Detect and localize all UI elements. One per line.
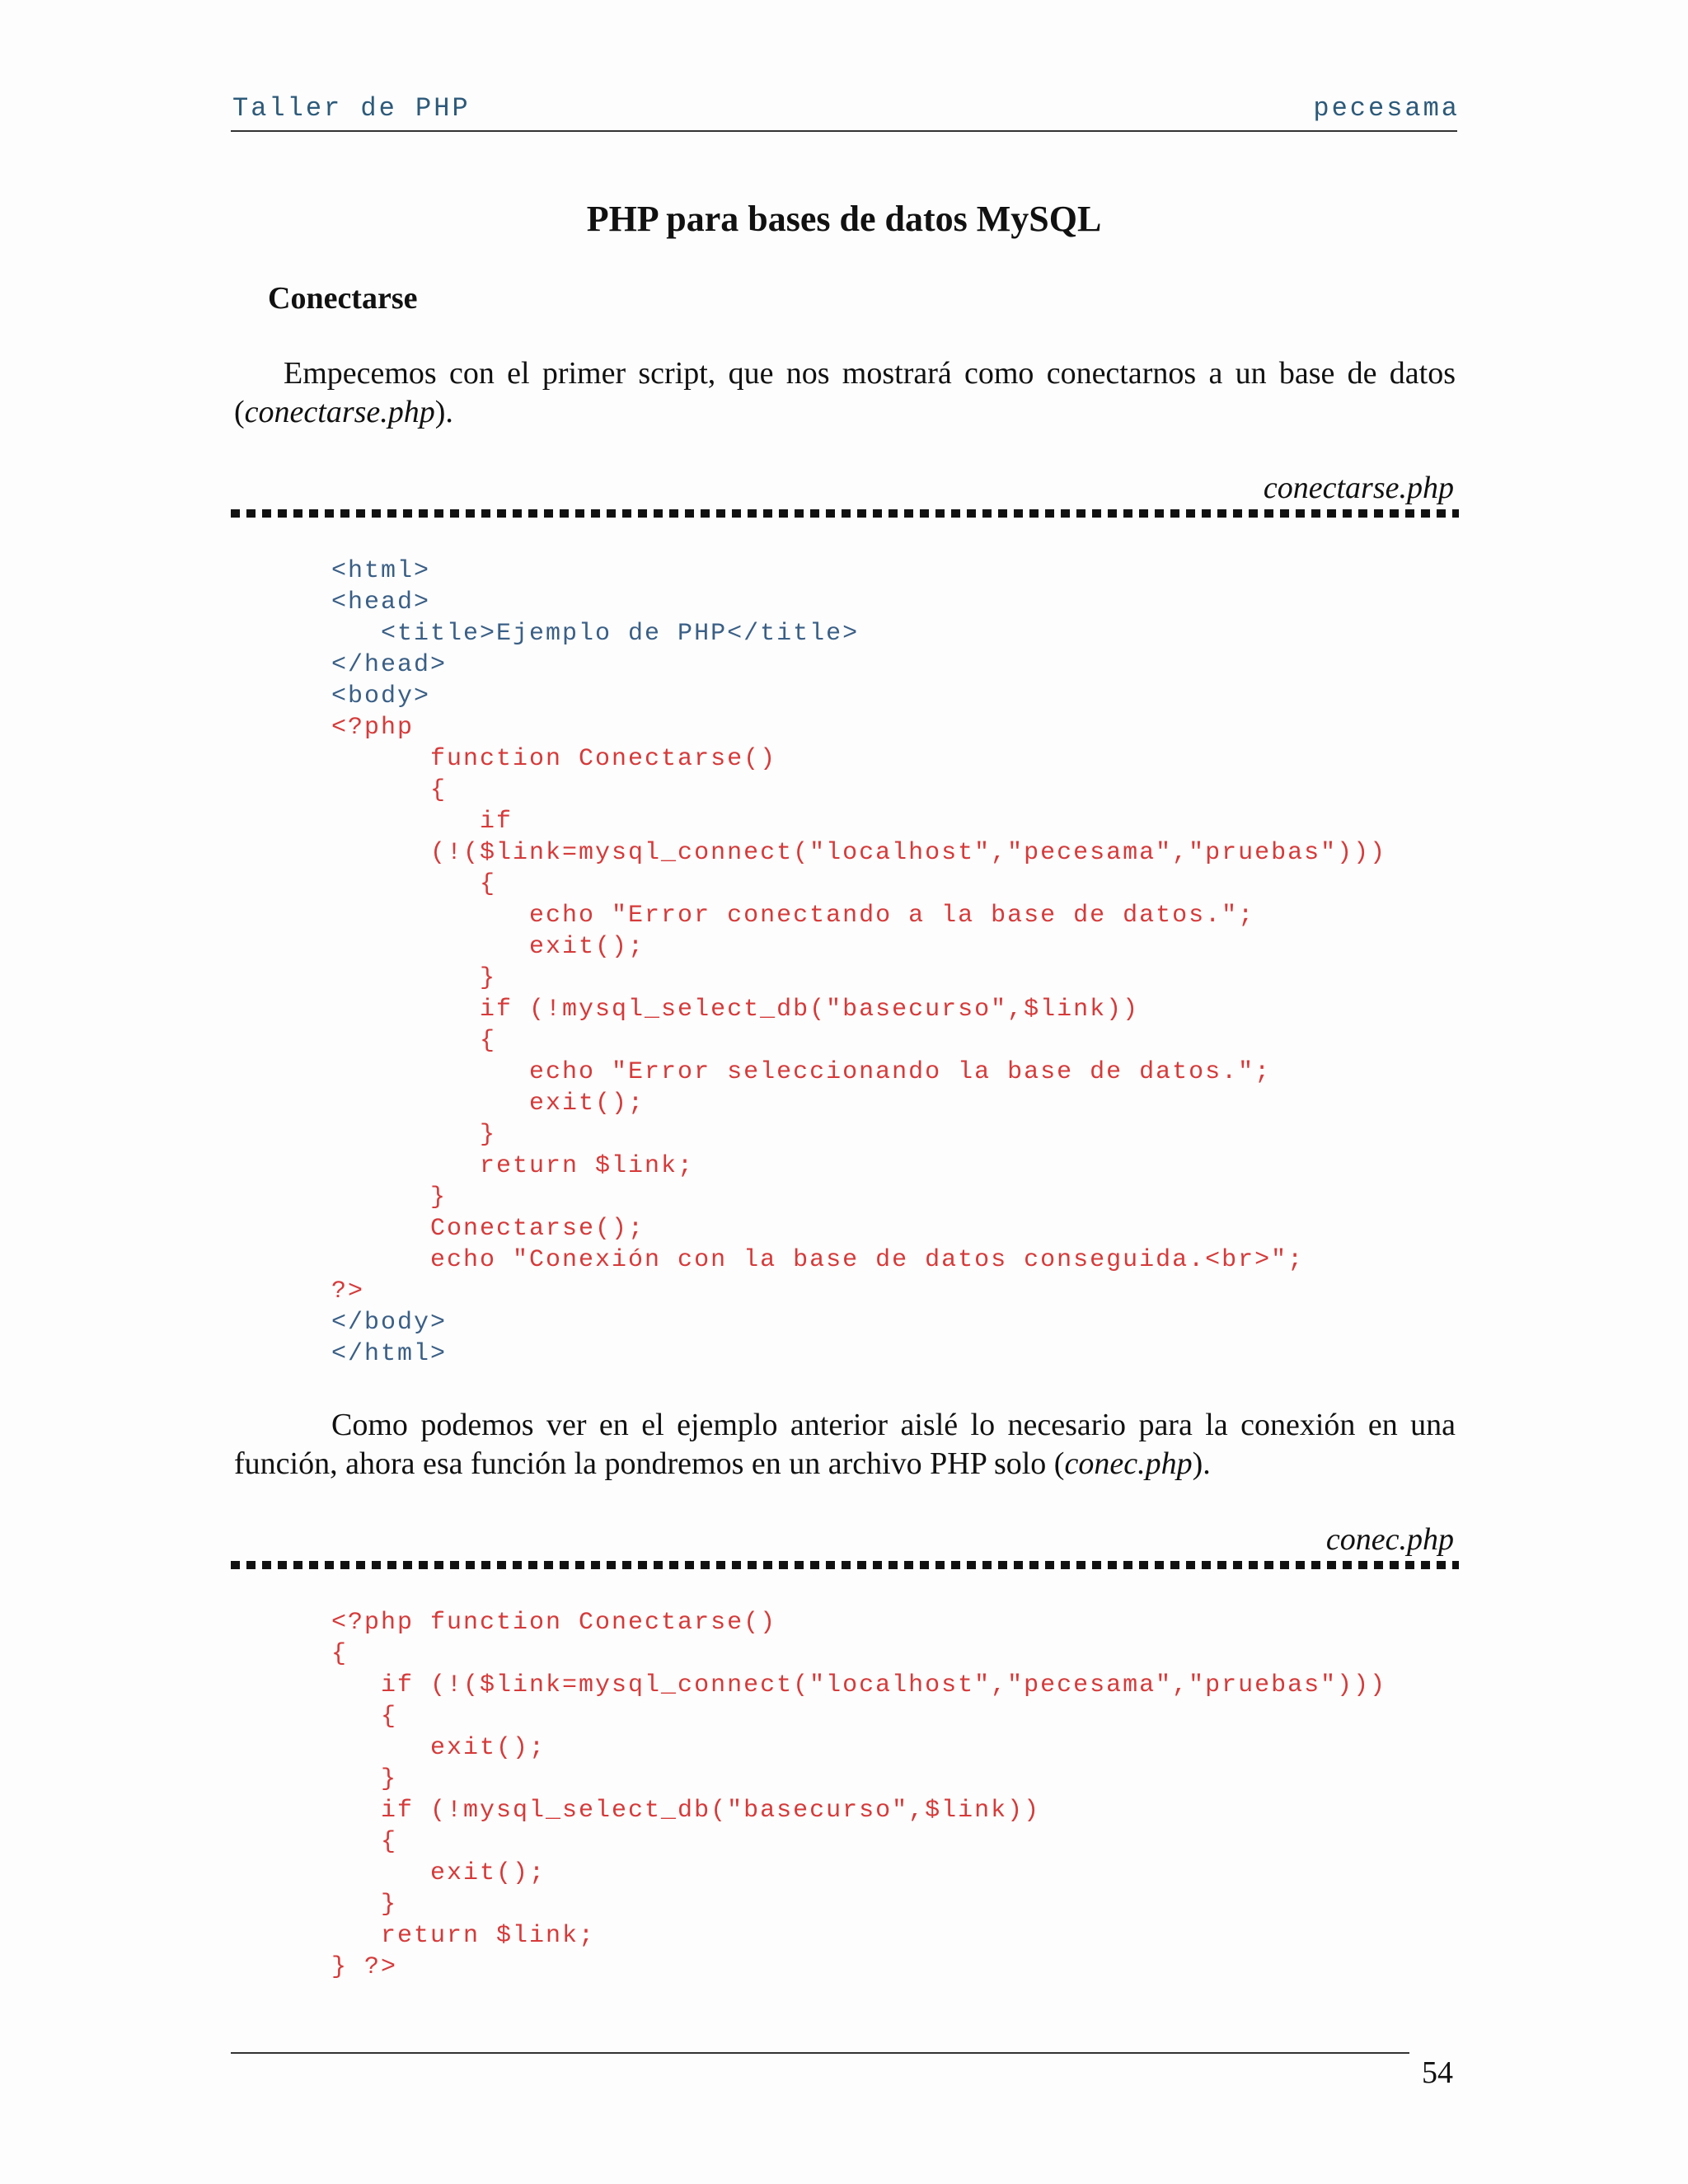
- code-line: {: [331, 1640, 349, 1668]
- code-line: echo "Conexión con la base de datos conseguida.<br>";: [331, 1246, 1305, 1274]
- explanation-paragraph-text: Como podemos ver en el ejemplo anterior aislé lo necesario para la conexión en una función, ahora esa función la pondremos en un archivo PHP solo (: [234, 1408, 1456, 1481]
- footer-rule: [231, 2052, 1409, 2054]
- code-line: (!($link=mysql_connect("localhost","pecesama","pruebas"))): [331, 839, 1387, 867]
- code-line: <head>: [331, 588, 431, 616]
- running-header-author: pecesama: [1313, 93, 1460, 124]
- code-line: {: [331, 1703, 398, 1731]
- section-heading: Conectarse: [268, 281, 418, 316]
- code-line: <title>Ejemplo de PHP</title>: [331, 620, 860, 648]
- code-line: } ?>: [331, 1953, 398, 1981]
- code-line: if (!mysql_select_db("basecurso",$link)): [331, 1797, 1041, 1825]
- code-line: function Conectarse(): [331, 745, 777, 773]
- code-line: if: [331, 808, 513, 836]
- explanation-paragraph-end: ).: [1192, 1446, 1211, 1481]
- header-rule: [231, 130, 1457, 132]
- code-line: if (!($link=mysql_connect("localhost","pecesama","pruebas"))): [331, 1671, 1387, 1699]
- code-line: exit();: [331, 1859, 546, 1887]
- page-title: PHP para bases de datos MySQL: [586, 199, 1102, 239]
- code-caption-conectarse: conectarse.php: [1263, 471, 1454, 505]
- page-number: 54: [1422, 2055, 1453, 2090]
- code-line: if (!mysql_select_db("basecurso",$link)): [331, 996, 1140, 1024]
- code-block-conec: [331, 1607, 1386, 1983]
- running-header-title: Taller de PHP: [232, 93, 471, 124]
- code-line: </html>: [331, 1340, 448, 1368]
- code-line: echo "Error seleccionando la base de datos.";: [331, 1058, 1272, 1086]
- intro-paragraph: [234, 354, 1456, 432]
- code-line: }: [331, 964, 497, 992]
- code-line: exit();: [331, 1090, 645, 1118]
- code-line: }: [331, 1121, 497, 1149]
- code-line: }: [331, 1183, 448, 1212]
- code-line: </body>: [331, 1309, 448, 1337]
- code-line: exit();: [331, 1734, 546, 1762]
- code-line: {: [331, 1828, 398, 1856]
- intro-paragraph-filename: conectarse.php: [244, 395, 435, 429]
- intro-paragraph-end: ).: [434, 395, 453, 429]
- code-line: <?php function Conectarse(): [331, 1609, 777, 1637]
- code-line: }: [331, 1891, 398, 1919]
- code-line: exit();: [331, 933, 645, 961]
- code-line: Conectarse();: [331, 1215, 645, 1243]
- code-line: <body>: [331, 682, 431, 710]
- code-line: return $link;: [331, 1922, 596, 1950]
- code-line: {: [331, 1027, 497, 1055]
- code-line: {: [331, 776, 448, 804]
- intro-paragraph-text: Empecemos con el primer script, que nos mostrará como conectarnos a un base de datos (: [234, 356, 1456, 429]
- code-line: ?>: [331, 1277, 365, 1305]
- code-line: <?php: [331, 714, 415, 742]
- code-caption-conec: conec.php: [1325, 1522, 1454, 1557]
- code-line: </head>: [331, 651, 448, 679]
- code-block-conectarse: [331, 555, 1386, 1370]
- explanation-paragraph: [234, 1406, 1456, 1483]
- code-line: {: [331, 870, 497, 898]
- code-line: return $link;: [331, 1152, 695, 1180]
- code-line: echo "Error conectando a la base de datos.";: [331, 902, 1255, 930]
- explanation-paragraph-filename: conec.php: [1064, 1446, 1193, 1481]
- code-line: }: [331, 1765, 398, 1793]
- code-separator: [231, 1561, 1459, 1569]
- code-separator: [231, 509, 1459, 518]
- code-line: <html>: [331, 557, 431, 585]
